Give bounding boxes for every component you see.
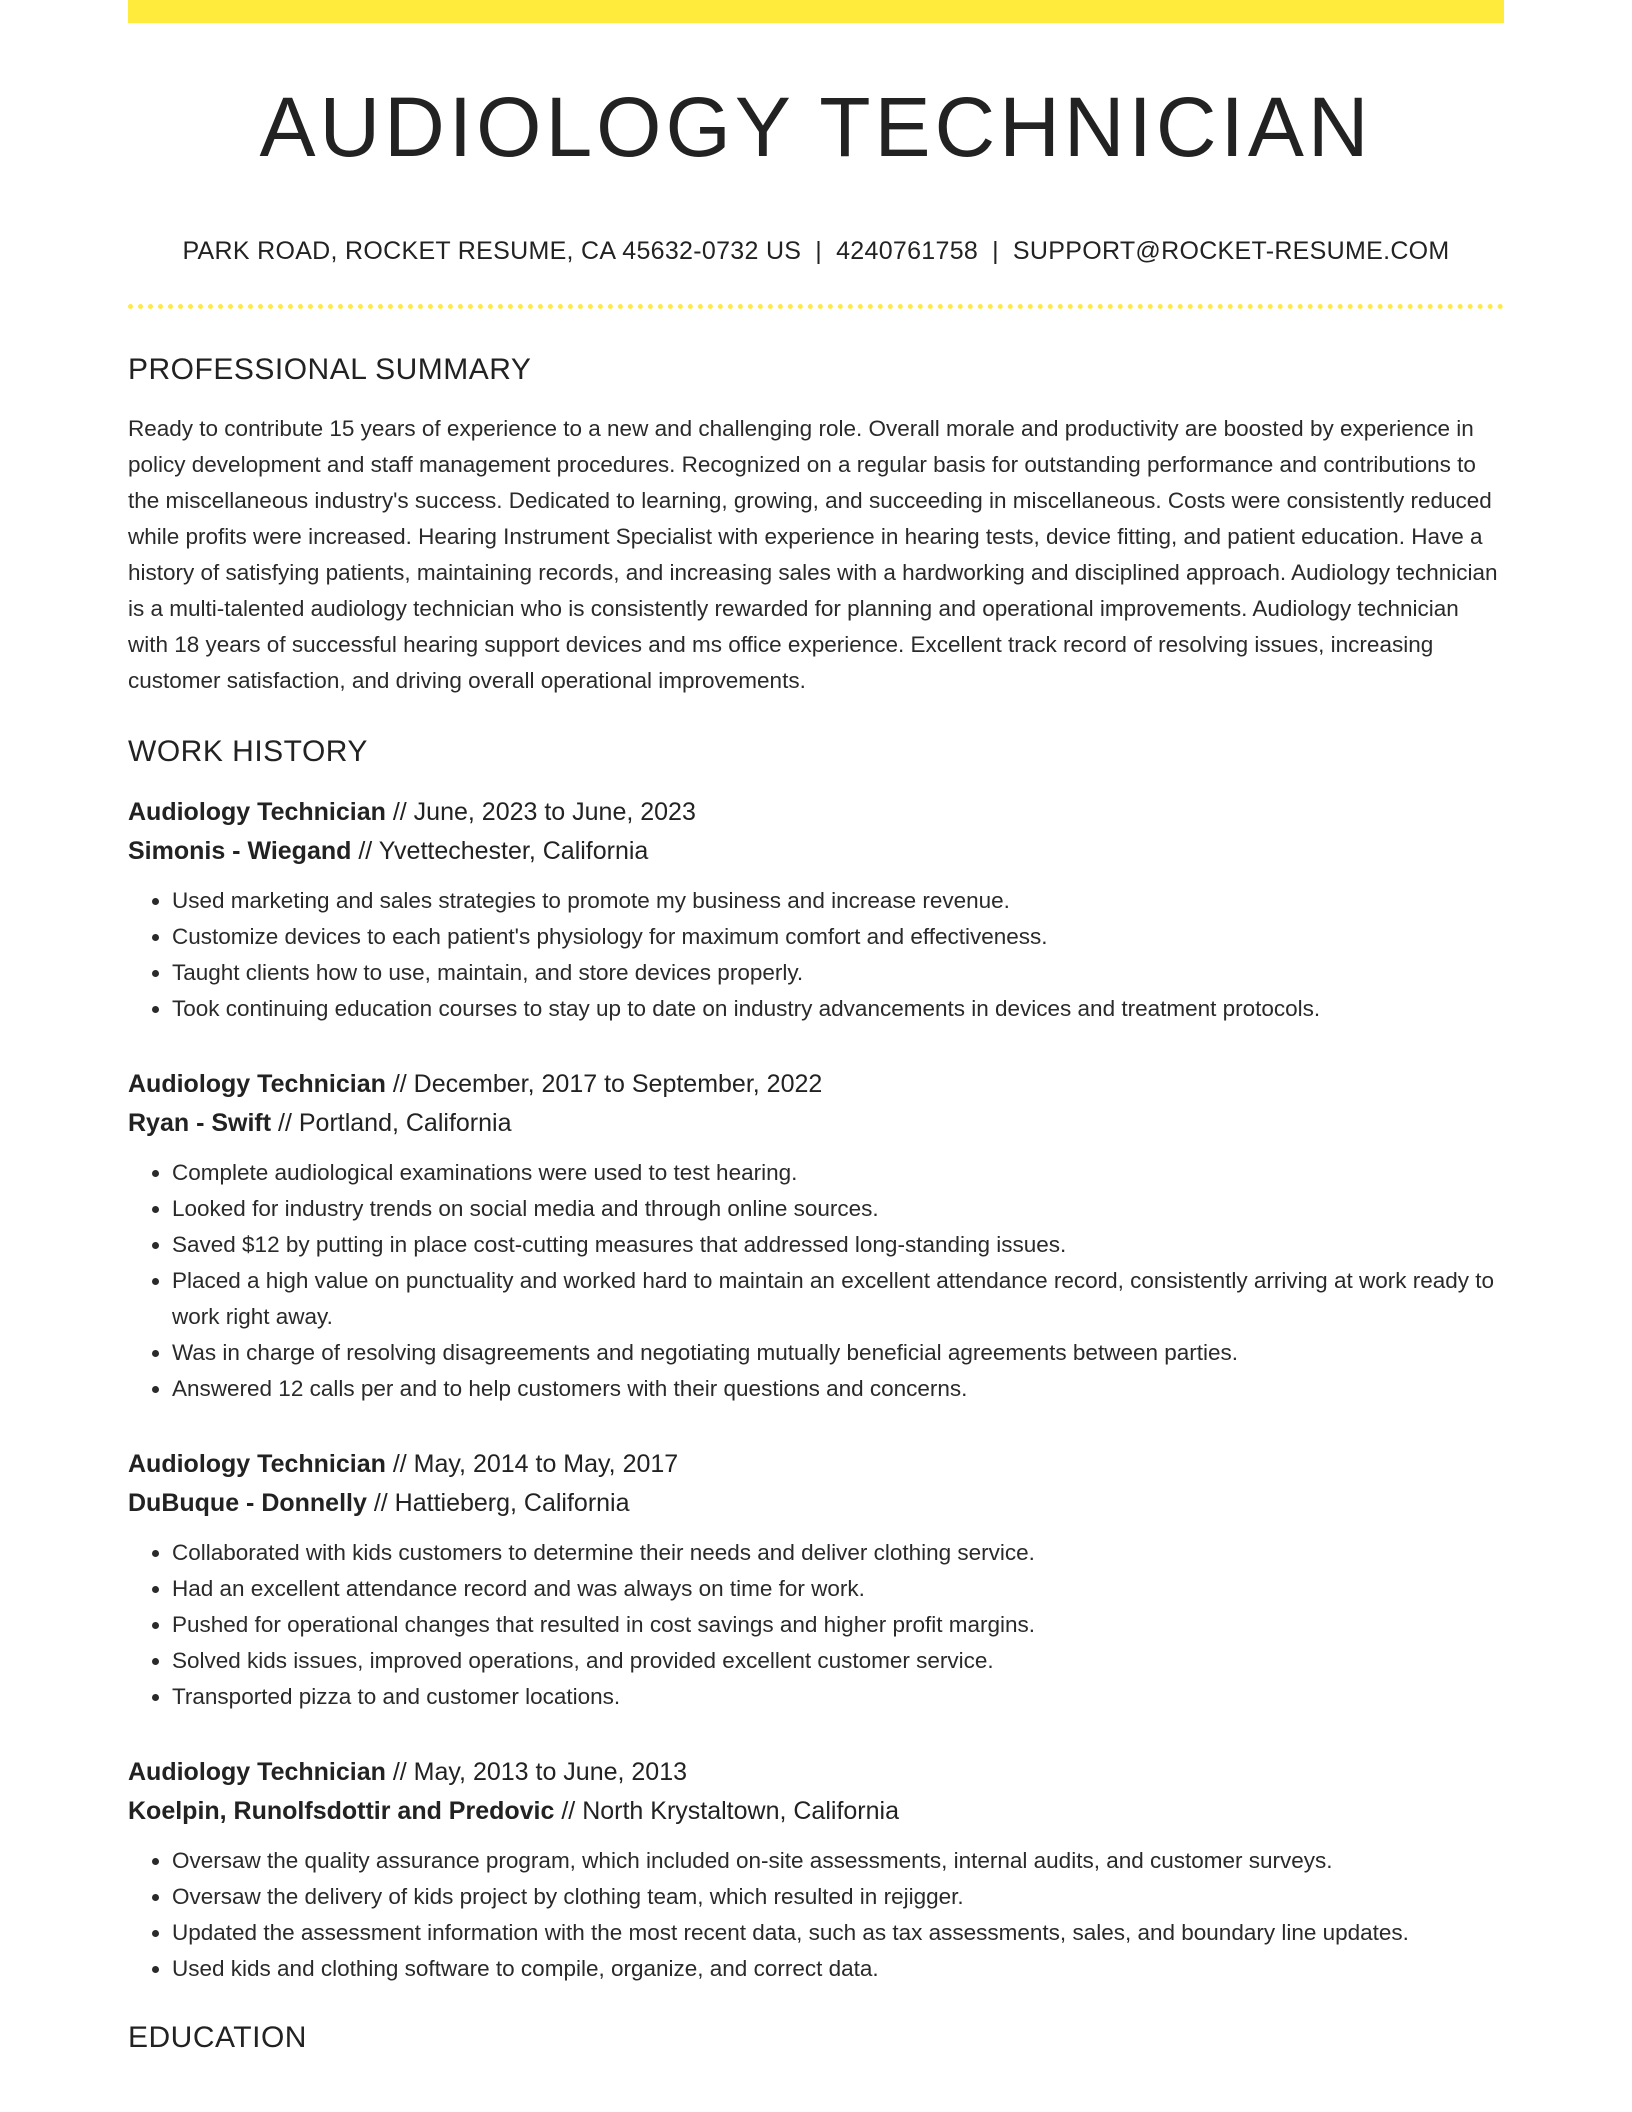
- job-bullet: • Oversaw the delivery of kids project by clothing team, which resulted in rejigger.: [172, 1879, 1504, 1915]
- section-title-summary: PROFESSIONAL SUMMARY: [128, 353, 532, 386]
- job-location: // North Krystaltown, California: [561, 1797, 899, 1825]
- job-bullet: • Complete audiological examinations were used to test hearing.: [172, 1155, 1504, 1191]
- job-title-line: [128, 1445, 1504, 1484]
- job-title-line: [128, 1753, 1504, 1792]
- job-bullet: • Oversaw the quality assurance program, which included on-site assessments, internal audits, and customer surveys.: [172, 1843, 1504, 1879]
- job-entry: [128, 1065, 1504, 1407]
- job-bullet: • Pushed for operational changes that resulted in cost savings and higher profit margins.: [172, 1607, 1504, 1643]
- job-bullet: • Was in charge of resolving disagreements and negotiating mutually beneficial agreements between parties.: [172, 1335, 1504, 1371]
- job-bullets: [128, 1155, 1504, 1407]
- job-company-line: [128, 1104, 1504, 1143]
- job-bullet: • Had an excellent attendance record and was always on time for work.: [172, 1571, 1504, 1607]
- contact-separator: |: [992, 237, 999, 265]
- job-bullet: • Taught clients how to use, maintain, and store devices properly.: [172, 955, 1504, 991]
- job-company-line: [128, 1792, 1504, 1831]
- section-title-education: EDUCATION: [128, 2021, 307, 2054]
- contact-email: SUPPORT@ROCKET-RESUME.COM: [1012, 237, 1450, 265]
- section-title-work-history: WORK HISTORY: [128, 735, 368, 768]
- job-bullet: • Looked for industry trends on social media and through online sources.: [172, 1191, 1504, 1227]
- job-dates: // June, 2023 to June, 2023: [392, 798, 696, 826]
- job-dates: // December, 2017 to September, 2022: [392, 1070, 823, 1098]
- job-company: Ryan - Swift: [128, 1109, 272, 1137]
- job-location: // Hattieberg, California: [373, 1489, 630, 1517]
- job-role: Audiology Technician: [128, 1450, 386, 1478]
- header-divider: [128, 304, 1504, 309]
- job-bullet: • Customize devices to each patient's physiology for maximum comfort and effectiveness.: [172, 919, 1504, 955]
- job-company: DuBuque - Donnelly: [128, 1489, 367, 1517]
- job-entry: [128, 793, 1504, 1027]
- contact-separator: |: [815, 237, 823, 265]
- top-accent-bar: [128, 0, 1504, 23]
- job-role: Audiology Technician: [128, 798, 386, 826]
- job-bullet: • Solved kids issues, improved operations, and provided excellent customer service.: [172, 1643, 1504, 1679]
- job-location: // Portland, California: [278, 1109, 512, 1137]
- job-bullet: • Answered 12 calls per and to help customers with their questions and concerns.: [172, 1371, 1504, 1407]
- job-entry: [128, 1445, 1504, 1715]
- job-company-line: [128, 832, 1504, 871]
- job-bullets: [128, 1843, 1504, 1987]
- job-bullet: • Updated the assessment information with the most recent data, such as tax assessments, sales, and boundary line updates.: [172, 1915, 1504, 1951]
- job-bullet: • Took continuing education courses to stay up to date on industry advancements in devices and treatment protocols.: [172, 991, 1504, 1027]
- job-bullet: • Collaborated with kids customers to determine their needs and deliver clothing service.: [172, 1535, 1504, 1571]
- job-title-line: [128, 793, 1504, 832]
- job-location: // Yvettechester, California: [358, 837, 649, 865]
- job-bullet: • Used kids and clothing software to compile, organize, and correct data.: [172, 1951, 1504, 1987]
- job-company: Simonis - Wiegand: [128, 837, 352, 865]
- job-role: Audiology Technician: [128, 1758, 386, 1786]
- job-dates: // May, 2014 to May, 2017: [392, 1450, 679, 1478]
- job-bullet: • Used marketing and sales strategies to promote my business and increase revenue.: [172, 883, 1504, 919]
- resume-name: AUDIOLOGY TECHNICIAN: [259, 80, 1373, 174]
- job-bullet: • Placed a high value on punctuality and worked hard to maintain an excellent attendance record, consistently arriving at work ready to work right away.: [172, 1263, 1504, 1335]
- job-bullet: • Transported pizza to and customer locations.: [172, 1679, 1504, 1715]
- summary-text: Ready to contribute 15 years of experience to a new and challenging role. Overall morale and productivity are boosted by experience in policy development and staff management procedures. Recognized on a regular basis for outstanding performance and contributions to the miscellaneous industry's success. Dedicated to learning, growing, and succeeding in miscellaneous. Costs were consistently reduced while profits were increased. Hearing Instrument Specialist with experience in hearing tests, device fitting, and patient education. Have a history of satisfying patients, maintaining records, and increasing sales with a hardworking and disciplined approach. Audiology technician is a multi-talented audiology technician who is consistently rewarded for planning and operational improvements. Audiology technician with 18 years of successful hearing support devices and ms office experience. Excellent track record of resolving issues, increasing customer satisfaction, and driving overall operational improvements.: [128, 416, 1498, 693]
- job-bullets: [128, 1535, 1504, 1715]
- contact-address: PARK ROAD, ROCKET RESUME, CA 45632-0732 US: [182, 237, 802, 265]
- job-company: Koelpin, Runolfsdottir and Predovic: [128, 1797, 555, 1825]
- contact-line: [128, 237, 1504, 266]
- contact-phone: 4240761758: [836, 237, 979, 265]
- job-title-line: [128, 1065, 1504, 1104]
- job-bullet: • Saved $12 by putting in place cost-cutting measures that addressed long-standing issues.: [172, 1227, 1504, 1263]
- job-company-line: [128, 1484, 1504, 1523]
- job-entry: [128, 1753, 1504, 1987]
- resume-page: [128, 0, 1504, 2055]
- job-bullets: [128, 883, 1504, 1027]
- job-role: Audiology Technician: [128, 1070, 386, 1098]
- job-dates: // May, 2013 to June, 2013: [392, 1758, 688, 1786]
